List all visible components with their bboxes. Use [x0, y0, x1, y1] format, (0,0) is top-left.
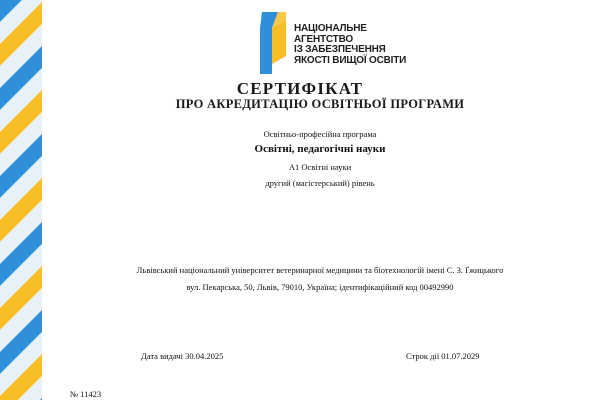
issue-date: Дата видачі 30.04.2025	[141, 351, 224, 361]
agency-name-line: ЯКОСТІ ВИЩОЇ ОСВІТИ	[294, 54, 407, 66]
institution-address: вул. Пекарська, 50, Львів, 79010, Україна; ідентифікаційний код 00492990	[186, 282, 454, 292]
program-type: Освітньо-професійна програма	[263, 129, 377, 139]
agency-emblem-icon	[258, 10, 288, 74]
agency-logo	[258, 10, 407, 76]
agency-name-line: АГЕНТСТВО	[294, 33, 353, 45]
valid-until-date: Строк дії 01.07.2029	[406, 351, 480, 361]
program-name: Освітні, педагогічні науки	[254, 143, 386, 155]
certificate-number: № 11423	[70, 389, 102, 399]
field-of-study: А1 Освітні науки	[288, 162, 352, 172]
agency-name-line: ІЗ ЗАБЕЗПЕЧЕННЯ	[294, 44, 386, 55]
agency-name-line: НАЦІОНАЛЬНЕ	[294, 23, 367, 34]
certificate-title: СЕРТИФІКАТ	[236, 79, 364, 98]
education-level: другий (магістерський) рівень	[265, 178, 375, 188]
decorative-stripe-border	[0, 0, 42, 400]
institution-name: Львівський національний університет ветеринарної медицини та біотехнологій імені С. З. Ґжицького	[136, 265, 504, 275]
certificate-subtitle: ПРО АКРЕДИТАЦІЮ ОСВІТНЬОЇ ПРОГРАМИ	[175, 97, 465, 111]
agency-name	[294, 24, 406, 66]
